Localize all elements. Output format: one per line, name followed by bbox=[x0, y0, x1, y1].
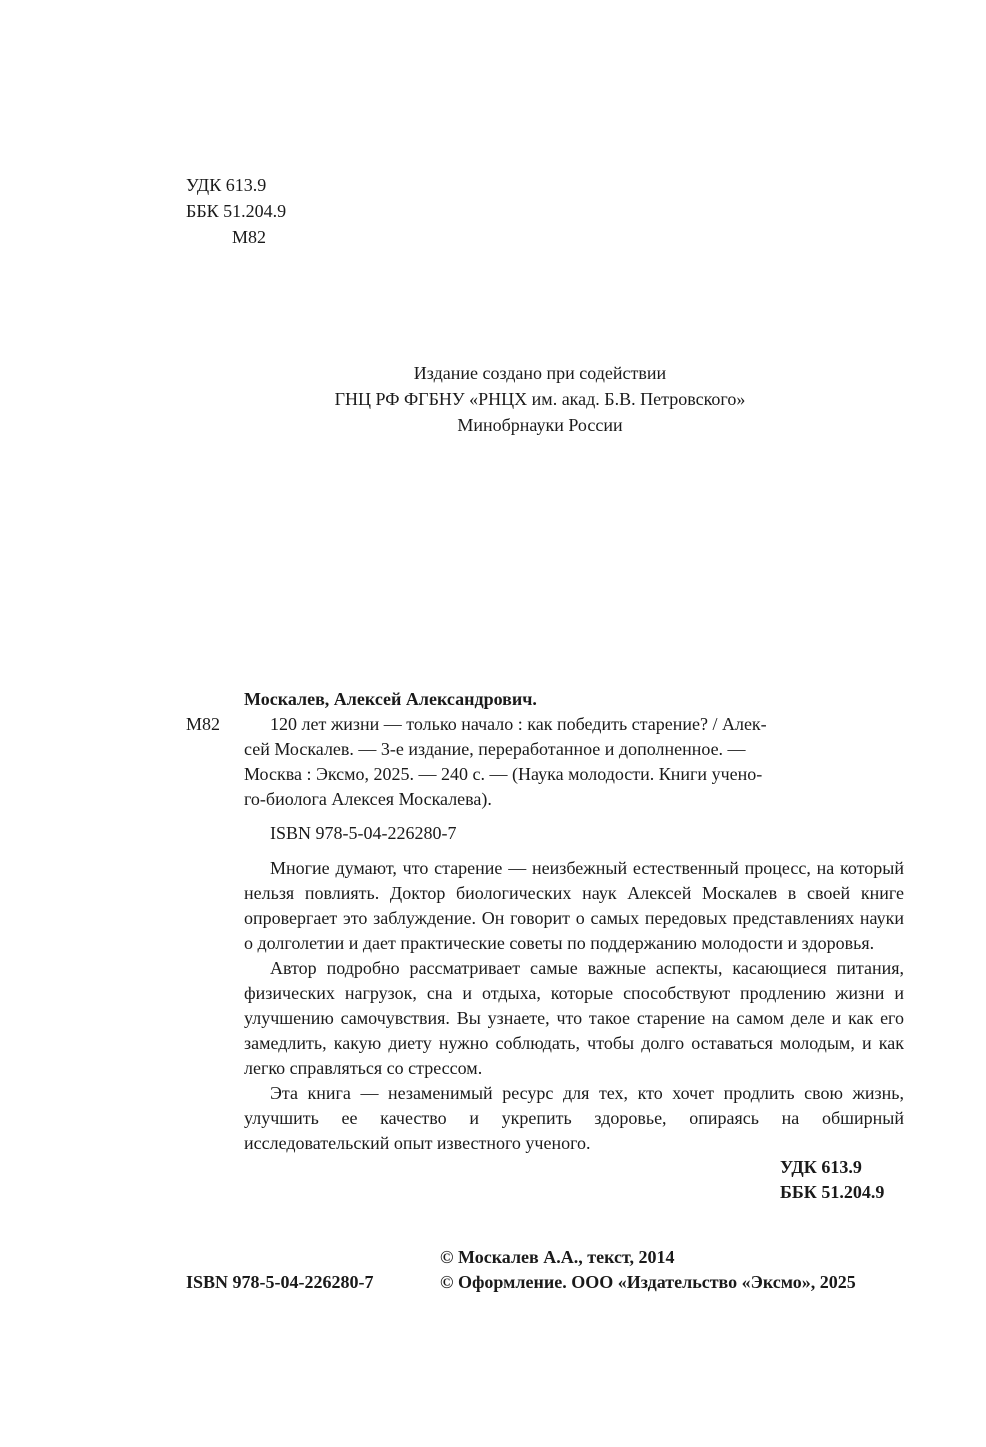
catalog-description-line: 120 лет жизни — только начало : как победить старение? / Алек- bbox=[270, 714, 767, 734]
annotation bbox=[244, 856, 904, 1156]
bottom-bbk-code: ББК 51.204.9 bbox=[780, 1182, 885, 1202]
annotation-paragraph: Эта книга — незаменимый ресурс для тех, кто хочет продлить свою жизнь, улучшить ее качество и укрепить здоровье, опираясь на обширный исследовательский опыт известного ученого. bbox=[244, 1083, 904, 1153]
catalog-description bbox=[244, 712, 904, 812]
catalog-description-line: Москва : Эксмо, 2025. — 240 с. — (Наука молодости. Книги учено- bbox=[244, 764, 763, 784]
supporter-line: Издание создано при содействии bbox=[413, 363, 667, 383]
supporter-line: ГНЦ РФ ФГБНУ «РНЦХ им. акад. Б.В. Петровского» bbox=[334, 389, 746, 409]
annotation-paragraph: Многие думают, что старение — неизбежный естественный процесс, на который нельзя повлиять. Доктор биологических наук Алексей Москалев в своей книге опровергает это заблуждение. Он говорит о самых передовых представлениях науки о долголетии и дает практические советы по поддержанию молодости и здоровья. bbox=[244, 858, 904, 953]
copyright-block bbox=[440, 1245, 910, 1295]
catalog-description-line: го-биолога Алексея Москалева). bbox=[244, 789, 492, 809]
catalog-side-mark: М82 bbox=[186, 714, 221, 734]
copyright-line: © Москалев А.А., текст, 2014 bbox=[440, 1247, 675, 1267]
bottom-udk-code: УДК 613.9 bbox=[780, 1157, 862, 1177]
supporter-note bbox=[240, 360, 840, 438]
annotation-paragraph: Автор подробно рассматривает самые важные аспекты, касающиеся питания, физических нагрузок, сна и отдыха, которые способствуют продлению жизни и улучшению самочувствия. Вы узнаете, что такое старение на самом деле и как его замедлить, какую диету нужно соблюдать, чтобы долго оставаться молодым, и как легко справляться со стрессом. bbox=[244, 958, 904, 1078]
catalog-description-line: сей Москалев. — 3-е издание, переработанное и дополненное. — bbox=[244, 739, 746, 759]
supporter-line: Минобрнауки России bbox=[457, 415, 623, 435]
copyright-line: © Оформление. ООО «Издательство «Эксмо», 2025 bbox=[440, 1272, 856, 1292]
author-mark: М82 bbox=[232, 227, 267, 247]
footer-isbn: ISBN 978-5-04-226280-7 bbox=[186, 1272, 374, 1292]
bbk-code: ББК 51.204.9 bbox=[186, 201, 287, 221]
udk-code: УДК 613.9 bbox=[186, 175, 267, 195]
bottom-classification-codes bbox=[780, 1155, 902, 1205]
catalog-author-heading: Москалев, Алексей Александрович. bbox=[244, 689, 537, 709]
catalog-isbn: ISBN 978-5-04-226280-7 bbox=[270, 823, 457, 843]
top-classification-codes bbox=[186, 172, 386, 250]
